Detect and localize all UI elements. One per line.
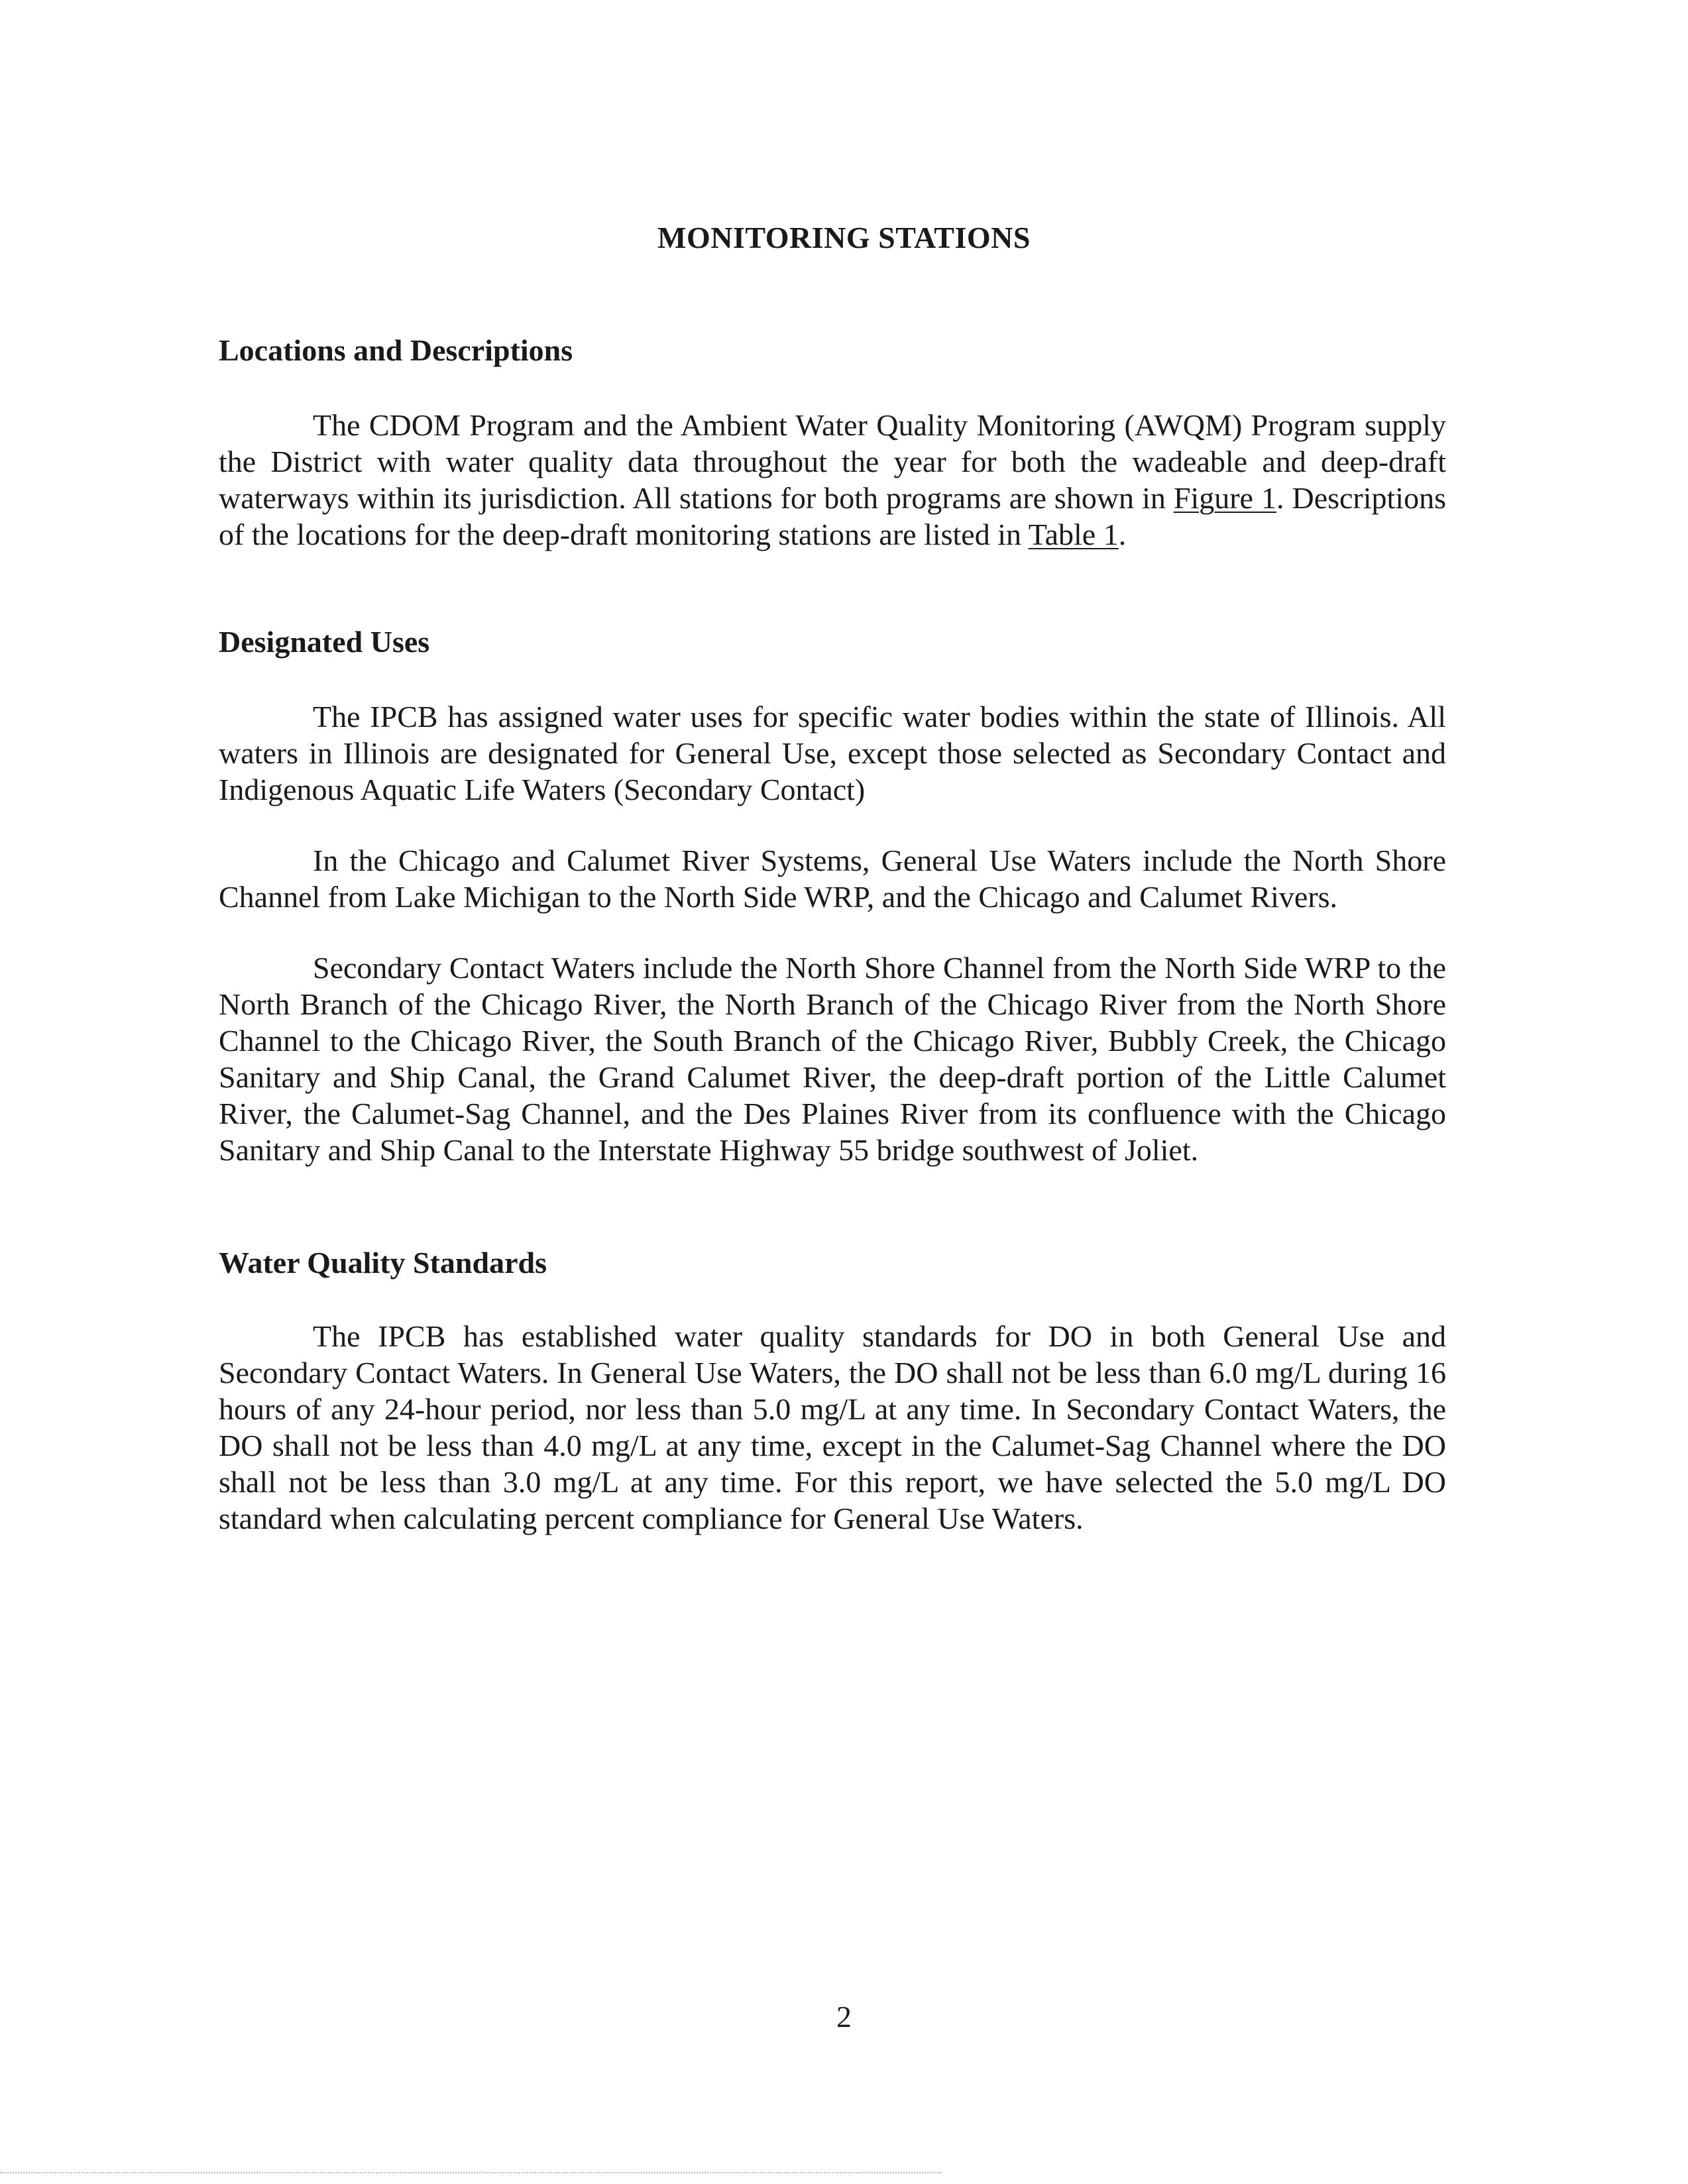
figure-1-link[interactable]: Figure 1 xyxy=(1173,481,1276,515)
page-title: MONITORING STATIONS xyxy=(657,221,1031,254)
page-number: 2 xyxy=(836,2000,852,2034)
paragraph-text: . xyxy=(1118,518,1127,551)
paragraph-locations xyxy=(219,407,1446,553)
paragraph-text: The CDOM Program and the Ambient Water Quality Monitoring (AWQM) Program supply the District with water quality data throughout the year for both the wadeable and deep-draft waterways within its jurisdiction. All stations for both programs are shown in xyxy=(219,408,1446,515)
section-heading-water-quality-standards: Water Quality Standards xyxy=(219,1246,547,1280)
paragraph-designated-uses-1: The IPCB has assigned water uses for specific water bodies within the state of Illinois. All waters in Illinois are designated for General Use, except those selected as Secondary Contact and Indigenous Aquatic Life Waters (Secondary Contact) xyxy=(219,700,1446,806)
paragraph-text: . Descriptions of the locations for the deep-draft monitoring stations are listed in xyxy=(219,481,1446,551)
paragraph-designated-uses-3: Secondary Contact Waters include the North Shore Channel from the North Side WRP to the North Branch of the Chicago River, the North Branch of the Chicago River from the North Shore Channel to the Chicago River, the South Branch of the Chicago River, Bubbly Creek, the Chicago Sanitary and Ship Canal, the Grand Calumet River, the deep-draft portion of the Little Calumet River, the Calumet-Sag Channel, and the Des Plaines River from its confluence with the Chicago Sanitary and Ship Canal to the Interstate Highway 55 bridge southwest of Joliet. xyxy=(219,951,1446,1167)
paragraph-water-quality-standards: The IPCB has established water quality standards for DO in both General Use and Secondary Contact Waters. In General Use Waters, the DO shall not be less than 6.0 mg/L during 16 hours of any 24-hour period, nor less than 5.0 mg/L at any time. In Secondary Contact Waters, the DO shall not be less than 4.0 mg/L at any time, except in the Calumet-Sag Channel where the DO shall not be less than 3.0 mg/L at any time. For this report, we have selected the 5.0 mg/L DO standard when calculating percent compliance for General Use Waters. xyxy=(219,1319,1446,1535)
scan-artifact-divider xyxy=(0,2172,941,2173)
section-heading-designated-uses: Designated Uses xyxy=(219,625,430,659)
table-1-link[interactable]: Table 1 xyxy=(1028,518,1119,551)
paragraph-designated-uses-2: In the Chicago and Calumet River Systems, General Use Waters include the North Shore Channel from Lake Michigan to the North Side WRP, and the Chicago and Calumet Rivers. xyxy=(219,844,1446,914)
section-heading-locations: Locations and Descriptions xyxy=(219,333,573,367)
